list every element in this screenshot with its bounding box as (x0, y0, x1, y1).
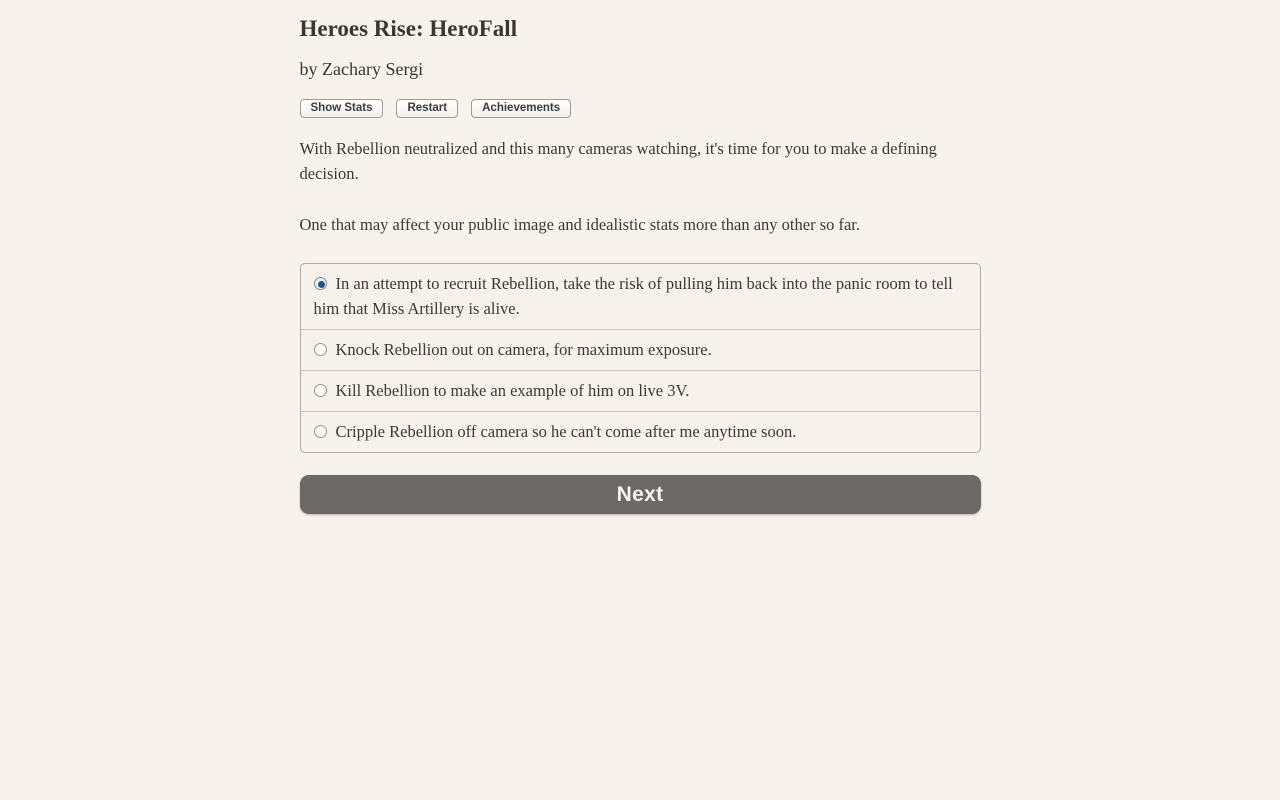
choice-option-label: Cripple Rebellion off camera so he can't come after me anytime soon. (335, 422, 797, 442)
radio-button-icon[interactable] (314, 343, 327, 356)
achievements-button[interactable]: Achievements (471, 99, 571, 118)
radio-button-icon[interactable] (314, 384, 327, 397)
choice-option[interactable] (301, 330, 980, 371)
byline: by Zachary Sergi (299, 58, 424, 79)
story-text (300, 136, 981, 237)
choice-option[interactable] (301, 412, 980, 452)
choice-option-label: Kill Rebellion to make an example of him on live 3V. (335, 381, 690, 401)
story-paragraph: One that may affect your public image and idealistic stats more than any other so far. (299, 215, 861, 235)
page-title: Heroes Rise: HeroFall (299, 16, 518, 41)
story-page (300, 0, 981, 514)
restart-button[interactable]: Restart (396, 99, 458, 118)
choice-option[interactable] (301, 371, 980, 412)
radio-button-icon[interactable] (314, 425, 327, 438)
toolbar (300, 99, 981, 118)
story-paragraph: With Rebellion neutralized and this many cameras watching, it's time for you to make a defining decision. (299, 139, 937, 184)
choice-option[interactable] (301, 264, 980, 330)
radio-button-icon[interactable] (314, 277, 327, 290)
next-button[interactable]: Next (300, 475, 981, 514)
choice-group (300, 263, 981, 453)
choice-option-label: Knock Rebellion out on camera, for maximum exposure. (335, 340, 712, 360)
choice-option-label: In an attempt to recruit Rebellion, take the risk of pulling him back into the panic room to tell him that Miss Artillery is alive. (313, 274, 953, 319)
show-stats-button[interactable]: Show Stats (300, 99, 384, 118)
